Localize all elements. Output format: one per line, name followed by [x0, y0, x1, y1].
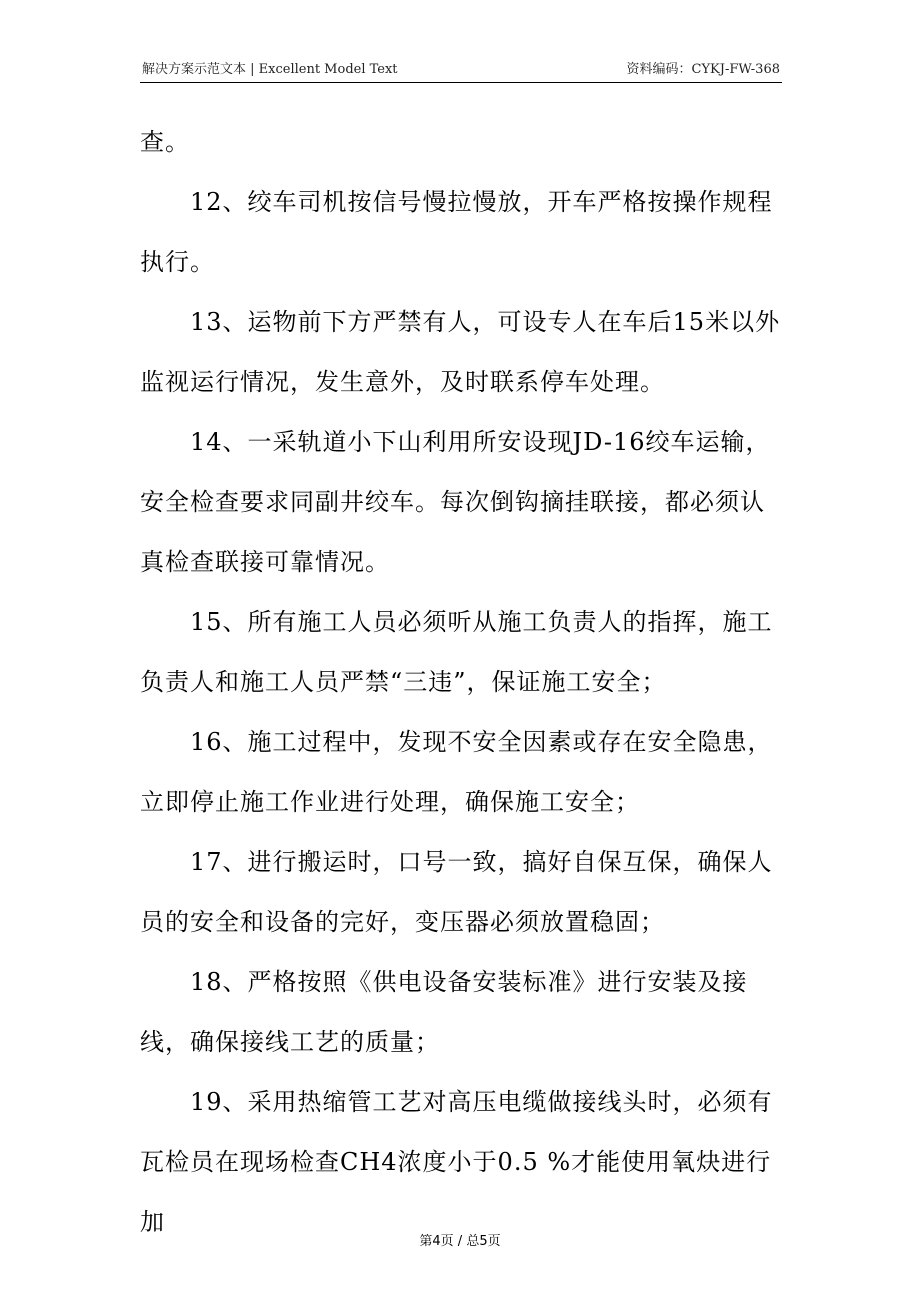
paragraph-item-17: 17、进行搬运时，口号一致，搞好自保互保，确保人员的安全和设备的完好，变压器必须放置稳固；: [140, 848, 773, 936]
header-title: 解决方案示范文本 | Excellent Model Text: [142, 62, 398, 77]
paragraph-item-19: 19、采用热缩管工艺对高压电缆做接线头时，必须有瓦检员在现场检查CH4浓度小于0.5 %才能使用氧炔进行加: [140, 1088, 773, 1236]
paragraph-item-13: 13、运物前下方严禁有人，可设专人在车后15米以外监视运行情况，发生意外，及时联系停车处理。: [140, 308, 781, 396]
paragraph-item-14: 14、一采轨道小下山利用所安设现JD-16绞车运输，安全检查要求同副井绞车。每次倒钩摘挂联接，都必须认真检查联接可靠情况。: [140, 428, 771, 576]
paragraph-item-18: 18、严格按照《供电设备安装标准》进行安装及接线，确保接线工艺的质量；: [140, 968, 748, 1056]
header-doc-code: 资料编码：CYKJ-FW-368: [626, 62, 780, 77]
page-header: [140, 60, 782, 83]
page-footer: [0, 1230, 920, 1249]
page-number: 第4页 / 总5页: [419, 1234, 501, 1249]
paragraph-continuation: 查。: [140, 128, 190, 156]
paragraph-item-16: 16、施工过程中，发现不安全因素或存在安全隐患，立即停止施工作业进行处理，确保施工安全；: [140, 728, 773, 816]
paragraph-item-15: 15、所有施工人员必须听从施工负责人的指挥，施工负责人和施工人员严禁“三违”，保证施工安全；: [140, 608, 773, 696]
paragraph-item-12: 12、绞车司机按信号慢拉慢放，开车严格按操作规程执行。: [140, 188, 773, 276]
document-body: [140, 112, 782, 1252]
